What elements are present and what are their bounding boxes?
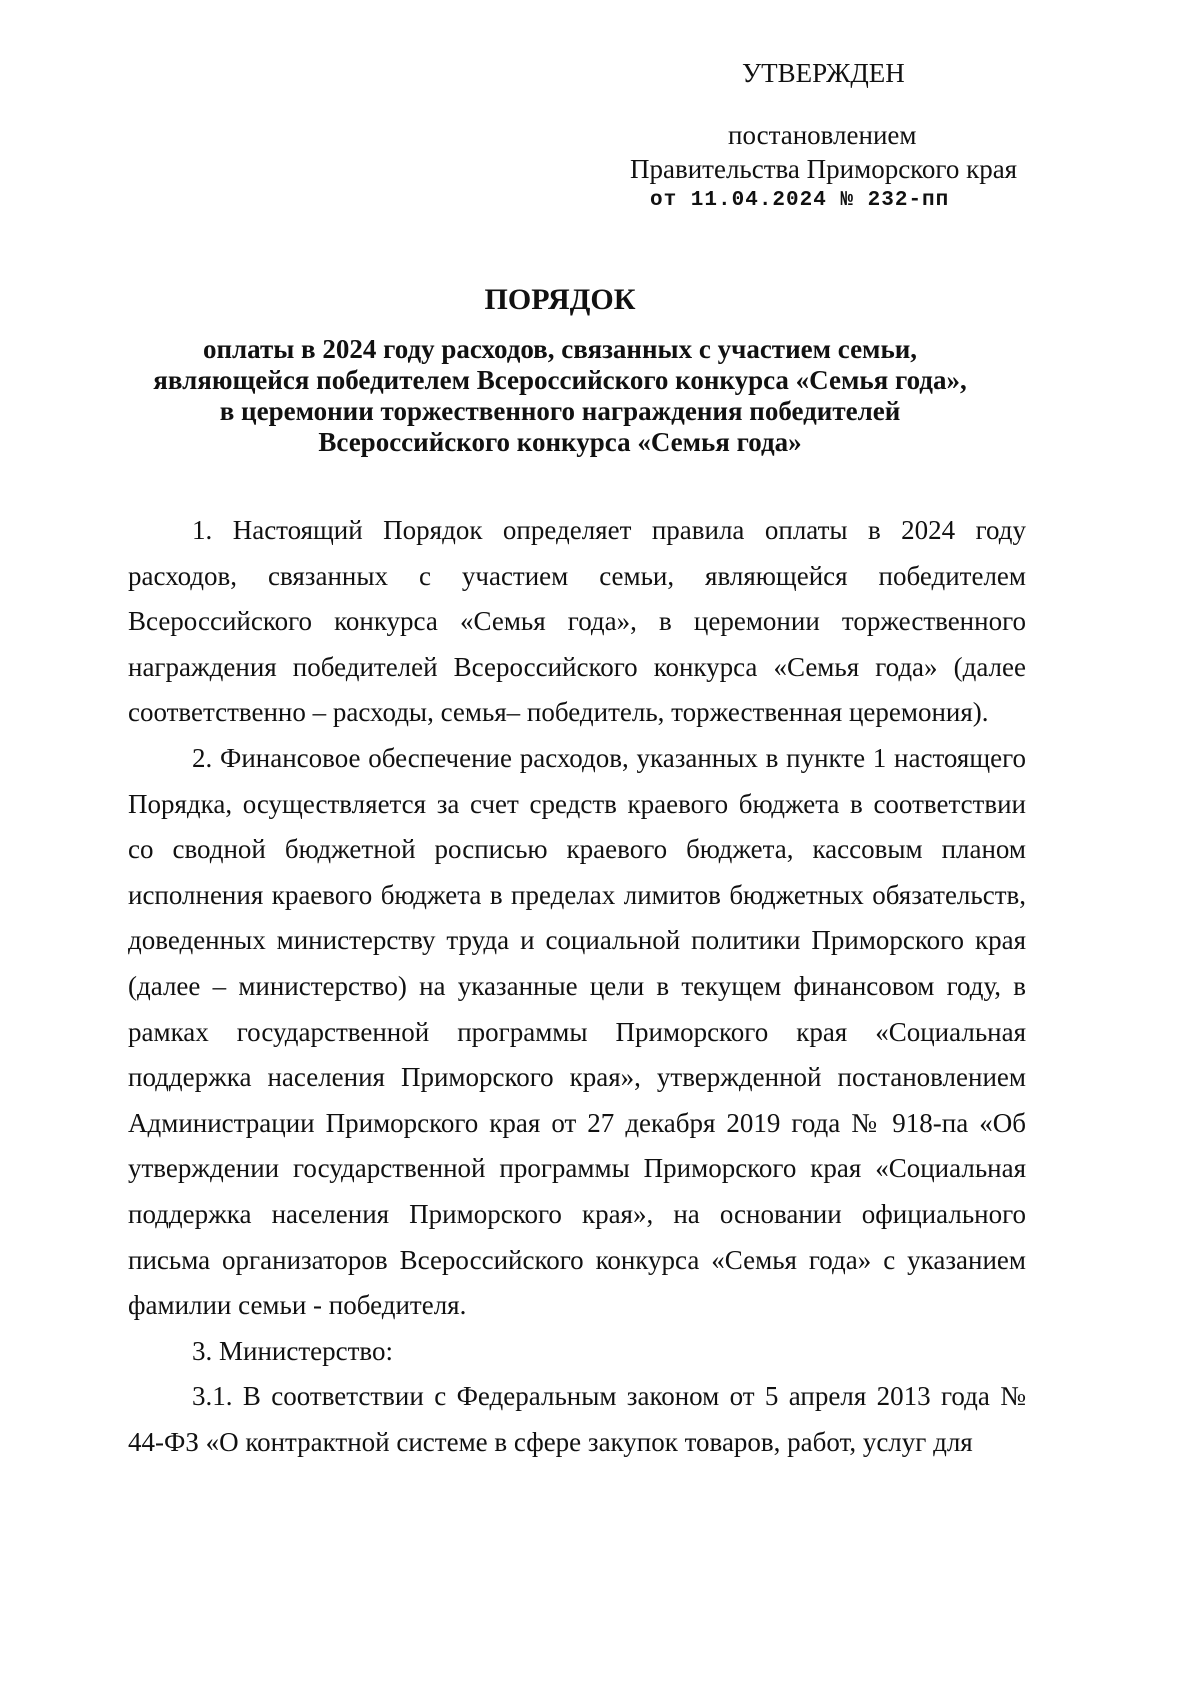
decree-number: от 11.04.2024 № 232-пп (650, 189, 950, 212)
paragraph-3: 3. Министерство: (192, 1335, 393, 1366)
subtitle-line: Всероссийского конкурса «Семья года» (318, 427, 802, 457)
paragraph-3-1: 3.1. В соответствии с Федеральным законом от 5 апреля 2013 года № 44-ФЗ «О контрактной системе в сфере закупок товаров, работ, услуг для (128, 1381, 1026, 1457)
subtitle-line: оплаты в 2024 году расходов, связанных с участием семьи, (202, 334, 918, 364)
decree-word: постановлением (728, 120, 917, 150)
paragraph-2: 2. Финансовое обеспечение расходов, указанных в пункте 1 настоящего Порядка, осуществляется за счет средств краевого бюджета в соответствии со сводной бюджетной росписью краевого бюджета, кассовым планом исполнения краевого бюджета в пределах лимитов бюджетных обязательств, доведенных министерству труда и социальной политики Приморского края (далее – министерство) на указанные цели в текущем финансовом году, в рамках государственной программы Приморского края «Социальная поддержка населения Приморского края», утвержденной постановлением Администрации Приморского края от 27 декабря 2019 года № 918-па «Об утверждении государственной программы Приморского края «Социальная поддержка населения Приморского края», на основании официального письма организаторов Всероссийского конкурса «Семья года» с указанием фамилии семьи - победителя. (128, 742, 1026, 1321)
subtitle-line: в церемонии торжественного награждения победителей (219, 396, 901, 426)
decree-authority: Правительства Приморского края (630, 154, 1018, 184)
approved-label: УТВЕРЖДЕН (742, 58, 905, 88)
paragraph-1: 1. Настоящий Порядок определяет правила оплаты в 2024 году расходов, связанных с участием семьи, являющейся победителем Всероссийского конкурса «Семья года», в церемонии торжественного награждения победителей Всероссийского конкурса «Семья года» (далее соответственно – расходы, семья– победитель, торжественная церемония). (128, 515, 1026, 728)
subtitle-line: являющейся победителем Всероссийского конкурса «Семья года», (153, 365, 967, 395)
document-body (128, 508, 1026, 1465)
approval-block (620, 56, 1060, 216)
document-title: ПОРЯДОК (484, 283, 636, 316)
document-subtitle (0, 334, 1120, 458)
